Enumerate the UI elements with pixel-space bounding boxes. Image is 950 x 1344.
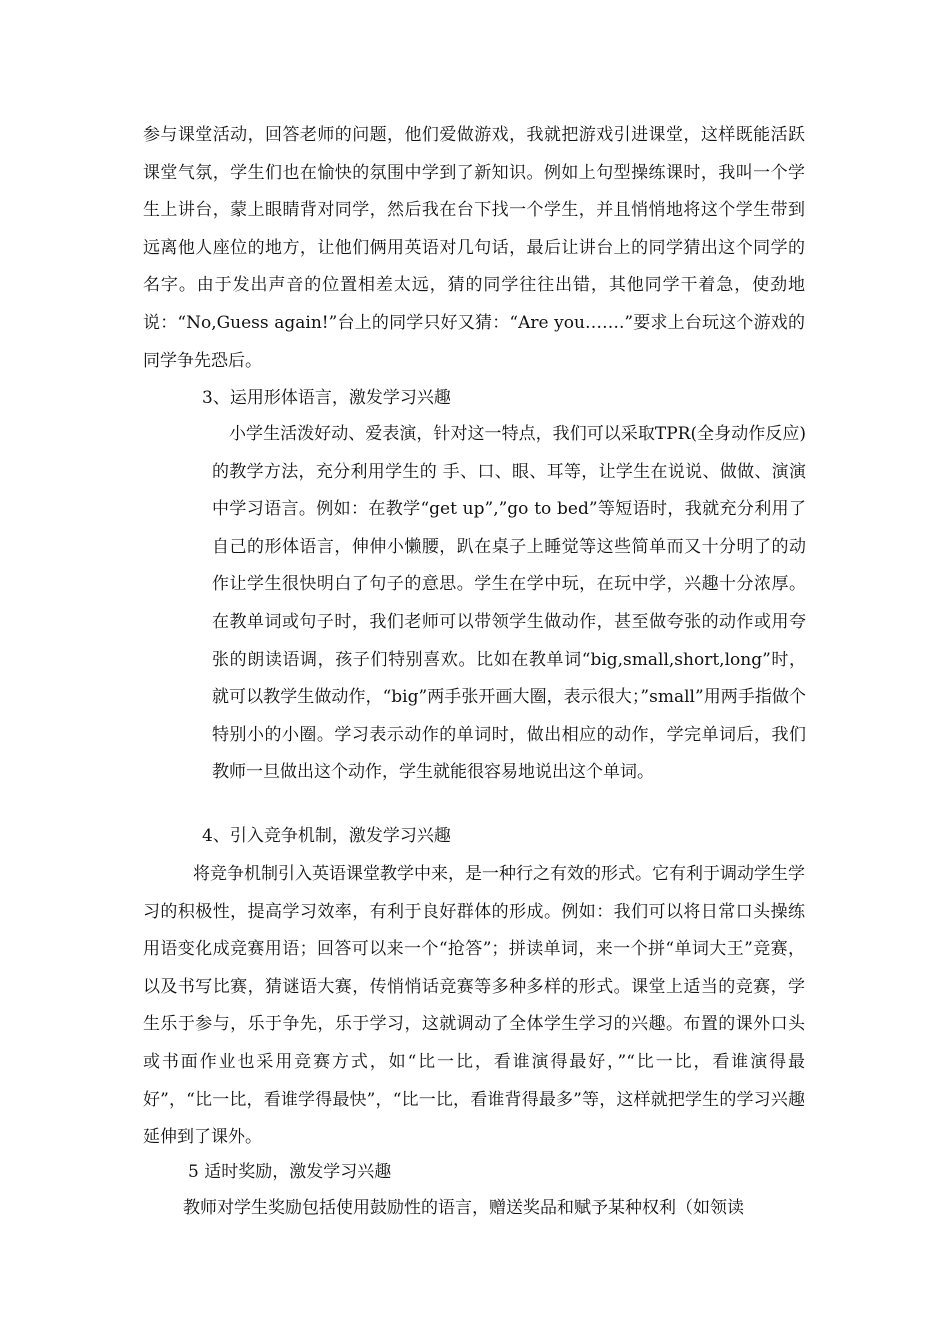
paragraph-rewards — [143, 1190, 805, 1228]
paragraph-body-language — [212, 416, 806, 792]
paragraph-game-activity — [143, 117, 805, 380]
section-heading-4: 4、引入竞争机制，激发学习兴趣 — [202, 826, 451, 846]
paragraph-text: 将竞争机制引入英语课堂教学中来，是一种行之有效的形式。它有利于调动学生学习的积极性，提高学习效率，有利于良好群体的形成。例如：我们可以将日常口头操练用语变化成竞赛用语；回答可以来一个“抢答”；拼读单词，来一个拼“单词大王”竞赛，以及书写比赛，猜谜语大赛，传悄悄话竞赛等多种多样的形式。课堂上适当的竞赛，学生乐于参与，乐于争先，乐于学习，这就调动了全体学生学习的兴趣。布置的课外口头或书面作业也采用竞赛方式，如“比一比，看谁演得最好，”“比一比，看谁演得最好”，“比一比，看谁学得最快”，“比一比，看谁背得最多”等，这样就把学生的学习兴趣延伸到了课外。 — [143, 864, 805, 1148]
paragraph-competition — [143, 856, 805, 1157]
paragraph-text: 参与课堂活动，回答老师的问题，他们爱做游戏，我就把游戏引进课堂，这样既能活跃课堂气氛，学生们也在愉快的氛围中学到了新知识。例如上句型操练课时，我叫一个学生上讲台，蒙上眼睛背对同学，然后我在台下找一个学生，并且悄悄地将这个学生带到远离他人座位的地方，让他们俩用英语对几句话，最后让讲台上的同学猜出这个同学的名字。由于发出声音的位置相差太远，猜的同学往往出错，其他同学干着急，使劲地说：“No,Guess again!”台上的同学只好又猜：“Are you…….”要求上台玩这个游戏的同学争先恐后。 — [143, 125, 805, 371]
paragraph-text: 小学生活泼好动、爱表演，针对这一特点，我们可以采取TPR(全身动作反应)的教学方法，充分利用学生的 手、口、眼、耳等，让学生在说说、做做、演演中学习语言。例如：在教学“get up”,”go to bed”等短语时，我就充分利用了自己的形体语言，伸伸小懒腰，趴在桌子上睡觉等这些简单而又十分明了的动作让学生很快明白了句子的意思。学生在学中玩，在玩中学，兴趣十分浓厚。在教单词或句子时，我们老师可以带领学生做动作，甚至做夸张的动作或用夸张的朗读语调，孩子们特别喜欢。比如在教单词“big,small,short,long”时，就可以教学生做动作，“big”两手张开画大圈，表示很大；”small”用两手指做个特别小的小圈。学习表示动作的单词时，做出相应的动作，学完单词后，我们教师一旦做出这个动作，学生就能很容易地说出这个单词。 — [212, 424, 806, 783]
paragraph-text: 教师对学生奖励包括使用鼓励性的语言，赠送奖品和赋予某种权利（如领读 — [183, 1198, 744, 1218]
section-heading-3: 3、运用形体语言，激发学习兴趣 — [202, 388, 451, 408]
section-heading-5: 5 适时奖励，激发学习兴趣 — [188, 1162, 392, 1182]
